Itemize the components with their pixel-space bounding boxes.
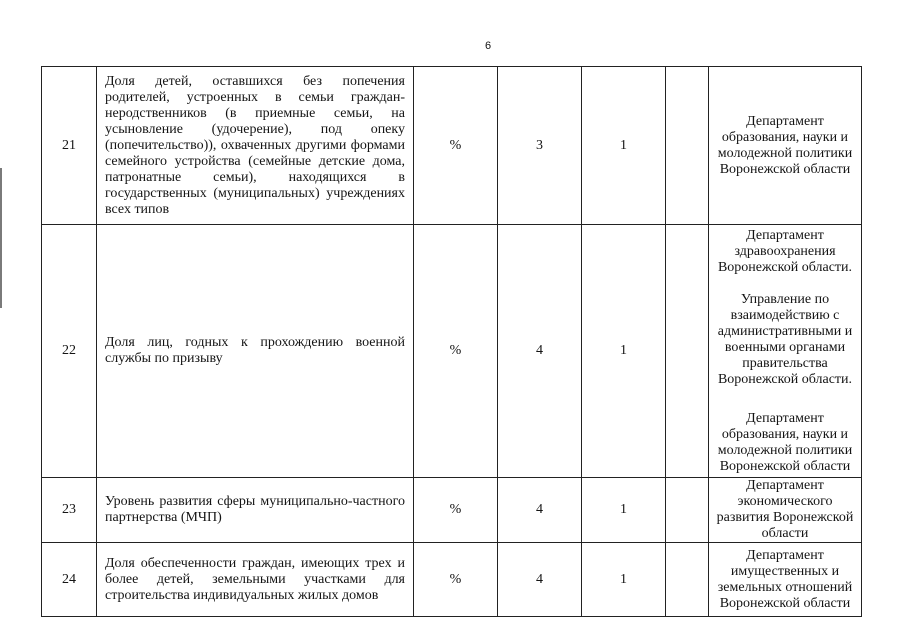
responsible-cell (709, 543, 862, 617)
responsible-body: Департамент имущественных и земельных отношений Воронежской области (717, 547, 853, 611)
value-cell: 4 (498, 225, 582, 478)
responsible-cell (709, 67, 862, 225)
table-row (42, 478, 862, 543)
row-number: 24 (42, 543, 97, 617)
responsible-body: Управление по взаимодействию с административными и военными органами правительства Воронежской области. (717, 291, 853, 387)
table-row (42, 225, 862, 478)
value-cell: 1 (582, 543, 666, 617)
responsible-cell (709, 225, 862, 478)
table-row (42, 67, 862, 225)
unit-cell: % (414, 478, 498, 543)
empty-cell (666, 478, 709, 543)
indicators-table (41, 66, 862, 617)
row-number: 21 (42, 67, 97, 225)
table-row (42, 543, 862, 617)
value-cell: 1 (582, 225, 666, 478)
indicator-name: Уровень развития сферы муниципально-частного партнерства (МЧП) (97, 478, 414, 543)
row-number: 23 (42, 478, 97, 543)
unit-cell: % (414, 225, 498, 478)
scan-edge-mark (0, 168, 2, 308)
value-cell: 1 (582, 67, 666, 225)
value-cell: 3 (498, 67, 582, 225)
empty-cell (666, 67, 709, 225)
responsible-body: Департамент экономического развития Воронежской области (716, 478, 854, 541)
value-cell: 1 (582, 478, 666, 543)
responsible-body: Департамент здравоохранения Воронежской области. (717, 227, 853, 275)
responsible-body: Департамент образования, науки и молодежной политики Воронежской области (717, 113, 853, 177)
unit-cell: % (414, 543, 498, 617)
responsible-cell (709, 478, 862, 543)
page-number: 6 (484, 40, 492, 52)
empty-cell (666, 543, 709, 617)
unit-cell: % (414, 67, 498, 225)
value-cell: 4 (498, 543, 582, 617)
indicator-name: Доля обеспеченности граждан, имеющих трех и более детей, земельными участками для строительства индивидуальных жилых домов (97, 543, 414, 617)
row-number: 22 (42, 225, 97, 478)
value-cell: 4 (498, 478, 582, 543)
responsible-body: Департамент образования, науки и молодежной политики Воронежской области (717, 410, 853, 474)
indicator-name: Доля лиц, годных к прохождению военной службы по призыву (97, 225, 414, 478)
indicator-name: Доля детей, оставшихся без попечения родителей, устроенных в семьи граждан-неродственников (в приемные семьи, на усыновление (удочерение), под опеку (попечительство)), охваченных другими формами семейного устройства (семейные детские дома, патронатные семьи), находящихся в государственных (муниципальных) учреждениях всех типов (97, 67, 414, 225)
empty-cell (666, 225, 709, 478)
